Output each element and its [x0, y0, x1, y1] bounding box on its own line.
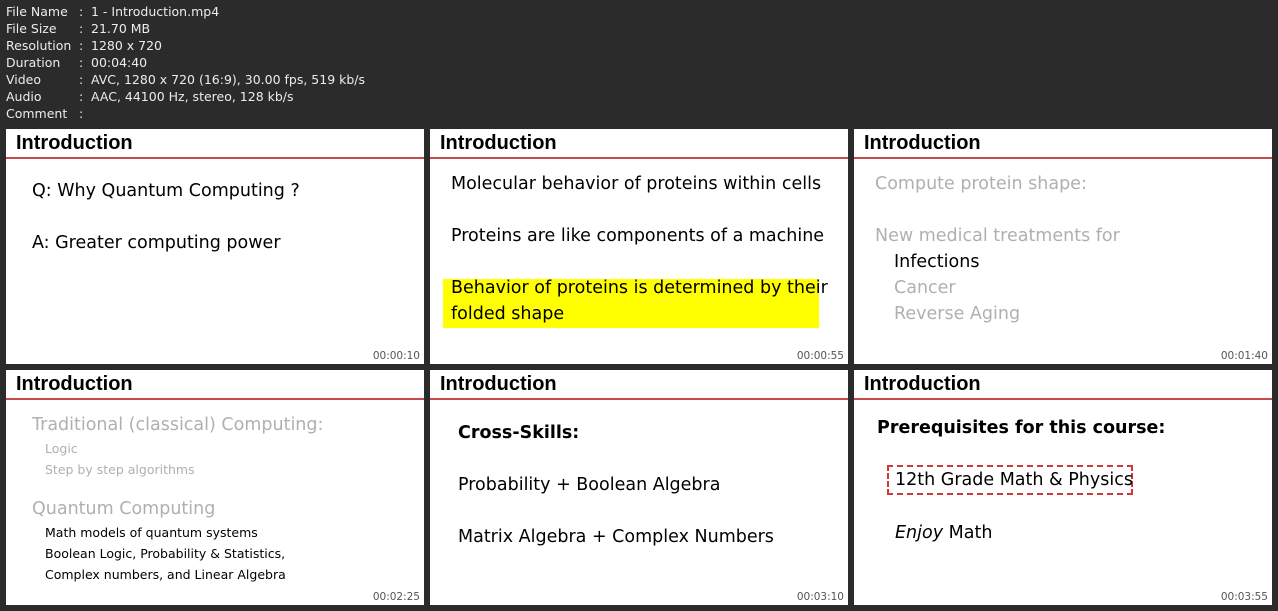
slide-text: Infections — [894, 252, 980, 272]
info-label: Audio — [6, 89, 42, 104]
slide-text-tail: Math — [943, 523, 993, 543]
slide-title: Introduction — [864, 132, 981, 154]
title-rule — [430, 157, 848, 159]
info-separator: : — [79, 55, 84, 70]
info-label: Resolution — [6, 38, 72, 53]
info-separator: : — [79, 21, 84, 36]
info-separator: : — [79, 72, 84, 87]
slide-text-faded: Step by step algorithms — [45, 462, 195, 477]
slide-text: Complex numbers, and Linear Algebra — [45, 567, 286, 582]
info-value: AAC, 44100 Hz, stereo, 128 kb/s — [91, 89, 294, 104]
slide-title: Introduction — [440, 373, 557, 395]
timestamp: 00:01:40 — [1220, 350, 1268, 362]
slide-text-faded: New medical treatments for — [875, 226, 1120, 246]
info-label: File Size — [6, 21, 57, 36]
slide-text-highlighted: Behavior of proteins is determined by their — [451, 278, 828, 298]
slide-text: Matrix Algebra + Complex Numbers — [458, 527, 774, 547]
slide-title: Introduction — [864, 373, 981, 395]
slide-text-faded: Quantum Computing — [32, 499, 216, 519]
info-separator: : — [79, 4, 84, 19]
slide-text-faded: Reverse Aging — [894, 304, 1021, 324]
video-thumbnail[interactable] — [430, 370, 848, 605]
slide-title: Introduction — [16, 373, 133, 395]
info-label: Comment — [6, 106, 68, 121]
slide-title: Introduction — [440, 132, 557, 154]
title-rule — [6, 157, 424, 159]
timestamp: 00:02:25 — [372, 591, 420, 603]
info-label: File Name — [6, 4, 68, 19]
emphasis-text: Enjoy — [895, 523, 944, 543]
slide-heading: Cross-Skills: — [458, 423, 580, 443]
title-rule — [854, 157, 1272, 159]
slide-text: Q: Why Quantum Computing ? — [32, 181, 300, 201]
info-label: Duration — [6, 55, 61, 70]
slide-text-faded: Compute protein shape: — [875, 174, 1087, 194]
info-label: Video — [6, 72, 42, 87]
slide-text: Probability + Boolean Algebra — [458, 475, 721, 495]
video-thumbnail[interactable] — [6, 370, 424, 605]
slide-text-faded: Logic — [45, 441, 78, 456]
info-separator: : — [79, 106, 84, 121]
info-value: 21.70 MB — [91, 21, 151, 36]
slide-text-highlighted: folded shape — [451, 304, 565, 324]
video-thumbnail[interactable] — [854, 370, 1272, 605]
slide-text: Boolean Logic, Probability & Statistics, — [45, 546, 286, 561]
slide-text: Proteins are like components of a machine — [451, 226, 825, 246]
slide-text — [895, 523, 992, 543]
video-thumbnail[interactable] — [430, 129, 848, 364]
info-value: AVC, 1280 x 720 (16:9), 30.00 fps, 519 kb/s — [91, 72, 366, 87]
timestamp: 00:00:55 — [796, 350, 844, 362]
video-thumbnail[interactable] — [6, 129, 424, 364]
slide-text: Math models of quantum systems — [45, 525, 258, 540]
video-thumbnail[interactable] — [854, 129, 1272, 364]
title-rule — [430, 398, 848, 400]
info-separator: : — [79, 38, 84, 53]
info-value: 1280 x 720 — [91, 38, 163, 53]
title-rule — [6, 398, 424, 400]
info-value: 1 - Introduction.mp4 — [91, 4, 220, 19]
slide-text: A: Greater computing power — [32, 233, 281, 253]
slide-title: Introduction — [16, 132, 133, 154]
slide-text: Molecular behavior of proteins within cells — [451, 174, 822, 194]
slide-text-faded: Cancer — [894, 278, 956, 298]
timestamp: 00:03:10 — [796, 591, 844, 603]
slide-text: 12th Grade Math & Physics — [895, 470, 1133, 490]
info-value: 00:04:40 — [91, 55, 148, 70]
title-rule — [854, 398, 1272, 400]
info-separator: : — [79, 89, 84, 104]
slide-text-faded: Traditional (classical) Computing: — [32, 415, 324, 435]
timestamp: 00:00:10 — [372, 350, 420, 362]
slide-heading: Prerequisites for this course: — [877, 418, 1166, 438]
timestamp: 00:03:55 — [1220, 591, 1268, 603]
